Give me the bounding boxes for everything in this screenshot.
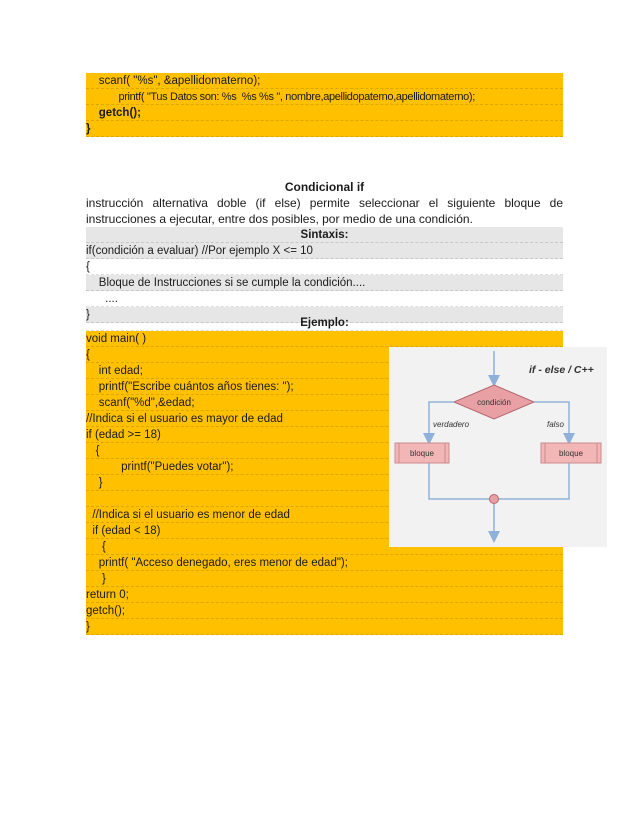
code-line: getch(); bbox=[86, 105, 563, 121]
example-line: int edad; bbox=[86, 363, 563, 379]
syntax-line: if(condición a evaluar) //Por ejemplo X <= 10 bbox=[86, 243, 563, 259]
code-line: } bbox=[86, 121, 563, 137]
example-line: getch(); bbox=[86, 603, 563, 619]
left-block-label: bloque bbox=[409, 449, 435, 458]
syntax-line: .... bbox=[86, 291, 563, 307]
example-line: scanf("%d",&edad; bbox=[86, 395, 563, 411]
example-line: //Indica si el usuario es mayor de edad bbox=[86, 411, 563, 427]
example-line: printf("Escribe cuántos años tienes: "); bbox=[86, 379, 563, 395]
right-block-label: bloque bbox=[558, 449, 584, 458]
example-line: } bbox=[86, 619, 563, 635]
if-else-flowchart bbox=[389, 347, 607, 547]
syntax-block bbox=[86, 227, 563, 323]
example-line: //Indica si el usuario es menor de edad bbox=[86, 507, 563, 523]
example-line: { bbox=[86, 347, 563, 363]
true-label: verdadero bbox=[433, 420, 470, 429]
code-line: printf( "Tus Datos son: %s %s %s ", nombre,apellidopaterno,apellidomaterno); bbox=[86, 89, 563, 105]
flowchart-svg bbox=[389, 347, 607, 547]
description-line: instrucción alternativa doble (if else) permite seleccionar el siguiente bloque de bbox=[86, 196, 563, 210]
example-line: if (edad >= 18) bbox=[86, 427, 563, 443]
example-line: return 0; bbox=[86, 587, 563, 603]
condition-label: condición bbox=[477, 398, 511, 407]
syntax-heading: Sintaxis: bbox=[86, 227, 563, 243]
description-paragraph bbox=[86, 195, 563, 227]
example-line: void main( ) bbox=[86, 331, 563, 347]
example-line: { bbox=[86, 539, 563, 555]
code-block-top bbox=[86, 73, 563, 137]
syntax-line: Bloque de Instrucciones si se cumple la condición.... bbox=[86, 275, 563, 291]
example-line: { bbox=[86, 443, 563, 459]
example-line: printf("Puedes votar"); bbox=[86, 459, 563, 475]
code-line: scanf( "%s", &apellidomaterno); bbox=[86, 73, 563, 89]
example-line: } bbox=[86, 475, 563, 491]
false-label: falso bbox=[547, 420, 564, 429]
flowchart-title: if - else / C++ bbox=[529, 364, 594, 376]
example-line: if (edad < 18) bbox=[86, 523, 563, 539]
syntax-line: } bbox=[86, 307, 563, 323]
syntax-line: { bbox=[86, 259, 563, 275]
example-line: printf( "Acceso denegado, eres menor de edad"); bbox=[86, 555, 563, 571]
description-line: instrucciones a ejecutar, entre dos posibles, por medio de una condición. bbox=[86, 212, 473, 226]
example-line: } bbox=[86, 571, 563, 587]
section-title: Condicional if bbox=[284, 180, 365, 194]
example-heading: Ejemplo: bbox=[86, 315, 563, 331]
merge-node bbox=[490, 495, 499, 504]
